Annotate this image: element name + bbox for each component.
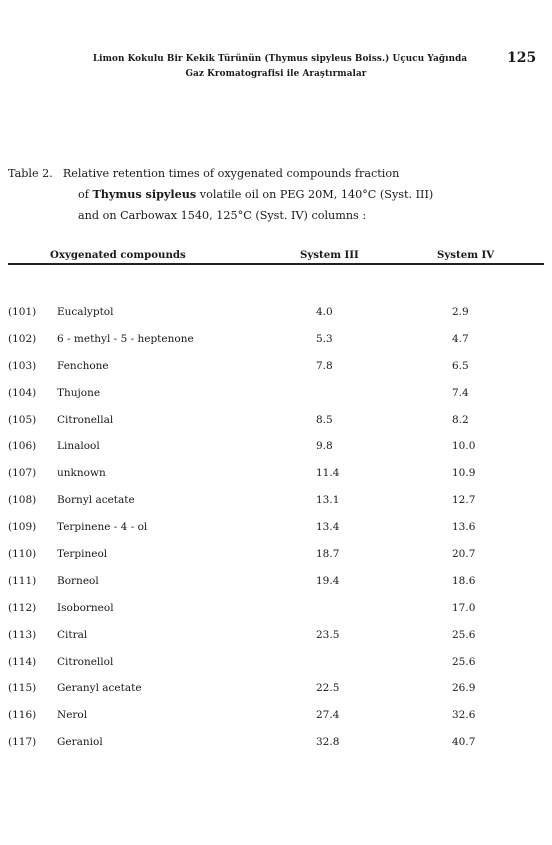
system-4-value: 13.6 xyxy=(452,521,476,534)
header-rule xyxy=(8,263,544,265)
table-row xyxy=(0,359,552,386)
compound-name: Geranyl acetate xyxy=(57,682,142,695)
compound-name: Geraniol xyxy=(57,736,103,749)
system-4-value: 6.5 xyxy=(452,359,469,372)
system-3-value: 13.4 xyxy=(316,521,340,534)
system-3-value: 18.7 xyxy=(316,548,340,561)
table-row xyxy=(0,305,552,332)
compound-name: Citronellal xyxy=(57,413,114,426)
row-number: (105) xyxy=(8,413,37,426)
table-row xyxy=(0,708,552,735)
row-number: (110) xyxy=(8,548,37,561)
compound-name: Linalool xyxy=(57,440,100,453)
table-row xyxy=(0,332,552,359)
table-row xyxy=(0,735,552,762)
table-row xyxy=(0,574,552,601)
table-row xyxy=(0,547,552,574)
column-header-system-3: System III xyxy=(300,249,359,261)
table-row xyxy=(0,386,552,413)
system-4-value: 18.6 xyxy=(452,574,476,587)
system-3-value: 9.8 xyxy=(316,440,333,453)
system-4-value: 32.6 xyxy=(452,709,476,722)
running-header xyxy=(0,52,552,82)
compound-name: Eucalyptol xyxy=(57,306,114,318)
row-number: (106) xyxy=(8,440,37,453)
row-number: (103) xyxy=(8,359,37,372)
system-3-value: 11.4 xyxy=(316,467,340,480)
row-number: (112) xyxy=(8,601,37,614)
table-row xyxy=(0,413,552,440)
system-4-value: 2.9 xyxy=(452,306,469,318)
compound-name: Bornyl acetate xyxy=(57,494,135,507)
system-4-value: 10.0 xyxy=(452,440,476,453)
row-number: (115) xyxy=(8,682,37,695)
row-number: (109) xyxy=(8,521,37,534)
running-header-line-2: Gaz Kromatografisi ile Araştırmalar xyxy=(185,69,367,79)
row-number: (108) xyxy=(8,494,37,507)
table-row xyxy=(0,681,552,708)
table-row xyxy=(0,520,552,547)
system-4-value: 26.9 xyxy=(452,682,476,695)
table-row xyxy=(0,655,552,682)
row-number: (116) xyxy=(8,709,37,722)
column-header-compounds: Oxygenated compounds xyxy=(50,249,186,261)
compound-name: Nerol xyxy=(57,709,88,722)
system-3-value: 4.0 xyxy=(316,306,333,318)
compound-name: Thujone xyxy=(57,386,101,399)
compound-name: unknown xyxy=(57,467,106,480)
row-number: (111) xyxy=(8,574,37,587)
row-number: (117) xyxy=(8,736,37,749)
compound-name: Terpinene - 4 - ol xyxy=(57,521,148,534)
system-3-value: 19.4 xyxy=(316,574,340,587)
system-3-value: 22.5 xyxy=(316,682,340,695)
column-header-system-4: System IV xyxy=(437,249,495,261)
system-3-value: 13.1 xyxy=(316,494,340,507)
compound-name: Isoborneol xyxy=(57,601,114,614)
system-3-value: 23.5 xyxy=(316,628,340,641)
compound-name: Borneol xyxy=(57,574,99,587)
system-4-value: 40.7 xyxy=(452,736,476,749)
table-caption xyxy=(8,163,538,226)
compound-name: 6 - methyl - 5 - heptenone xyxy=(57,332,194,345)
table-row xyxy=(0,466,552,493)
row-number: (104) xyxy=(8,386,37,399)
compound-name: Citral xyxy=(57,628,88,641)
species-name: Thymus sipyleus xyxy=(92,187,197,201)
compound-name: Fenchone xyxy=(57,359,109,372)
system-3-value: 7.8 xyxy=(316,359,333,372)
caption-line-1: Relative retention times of oxygenated compounds fraction xyxy=(62,167,400,180)
table-row xyxy=(0,601,552,628)
system-4-value: 4.7 xyxy=(452,332,469,345)
compound-name: Citronellol xyxy=(57,655,114,668)
system-4-value: 10.9 xyxy=(452,467,476,480)
caption-line-2: of Thymus sipyleus volatile oil on PEG 20M, 140°C (Syst. III) xyxy=(78,187,434,201)
table-row xyxy=(0,493,552,520)
system-4-value: 20.7 xyxy=(452,548,476,561)
table-label: Table 2. xyxy=(8,167,53,180)
row-number: (114) xyxy=(8,655,37,668)
system-3-value: 32.8 xyxy=(316,736,340,749)
table-body xyxy=(0,305,552,762)
system-4-value: 8.2 xyxy=(452,413,469,426)
system-4-value: 7.4 xyxy=(452,386,469,399)
system-3-value: 8.5 xyxy=(316,413,333,426)
caption-line-3: and on Carbowax 1540, 125°C (Syst. IV) columns : xyxy=(78,209,367,222)
system-3-value: 5.3 xyxy=(316,332,333,345)
row-number: (107) xyxy=(8,467,37,480)
running-header-line-1: Limon Kokulu Bir Kekik Türünün (Thymus sipyleus Boiss.) Uçucu Yağında xyxy=(92,54,468,64)
system-4-value: 12.7 xyxy=(452,494,476,507)
page-number: 125 xyxy=(507,50,537,66)
system-4-value: 17.0 xyxy=(452,601,476,614)
system-3-value: 27.4 xyxy=(316,709,340,722)
compound-name: Terpineol xyxy=(57,548,108,561)
table-row xyxy=(0,439,552,466)
table-row xyxy=(0,628,552,655)
row-number: (113) xyxy=(8,628,37,641)
row-number: (102) xyxy=(8,332,37,345)
system-4-value: 25.6 xyxy=(452,628,476,641)
system-4-value: 25.6 xyxy=(452,655,476,668)
row-number: (101) xyxy=(8,306,37,318)
